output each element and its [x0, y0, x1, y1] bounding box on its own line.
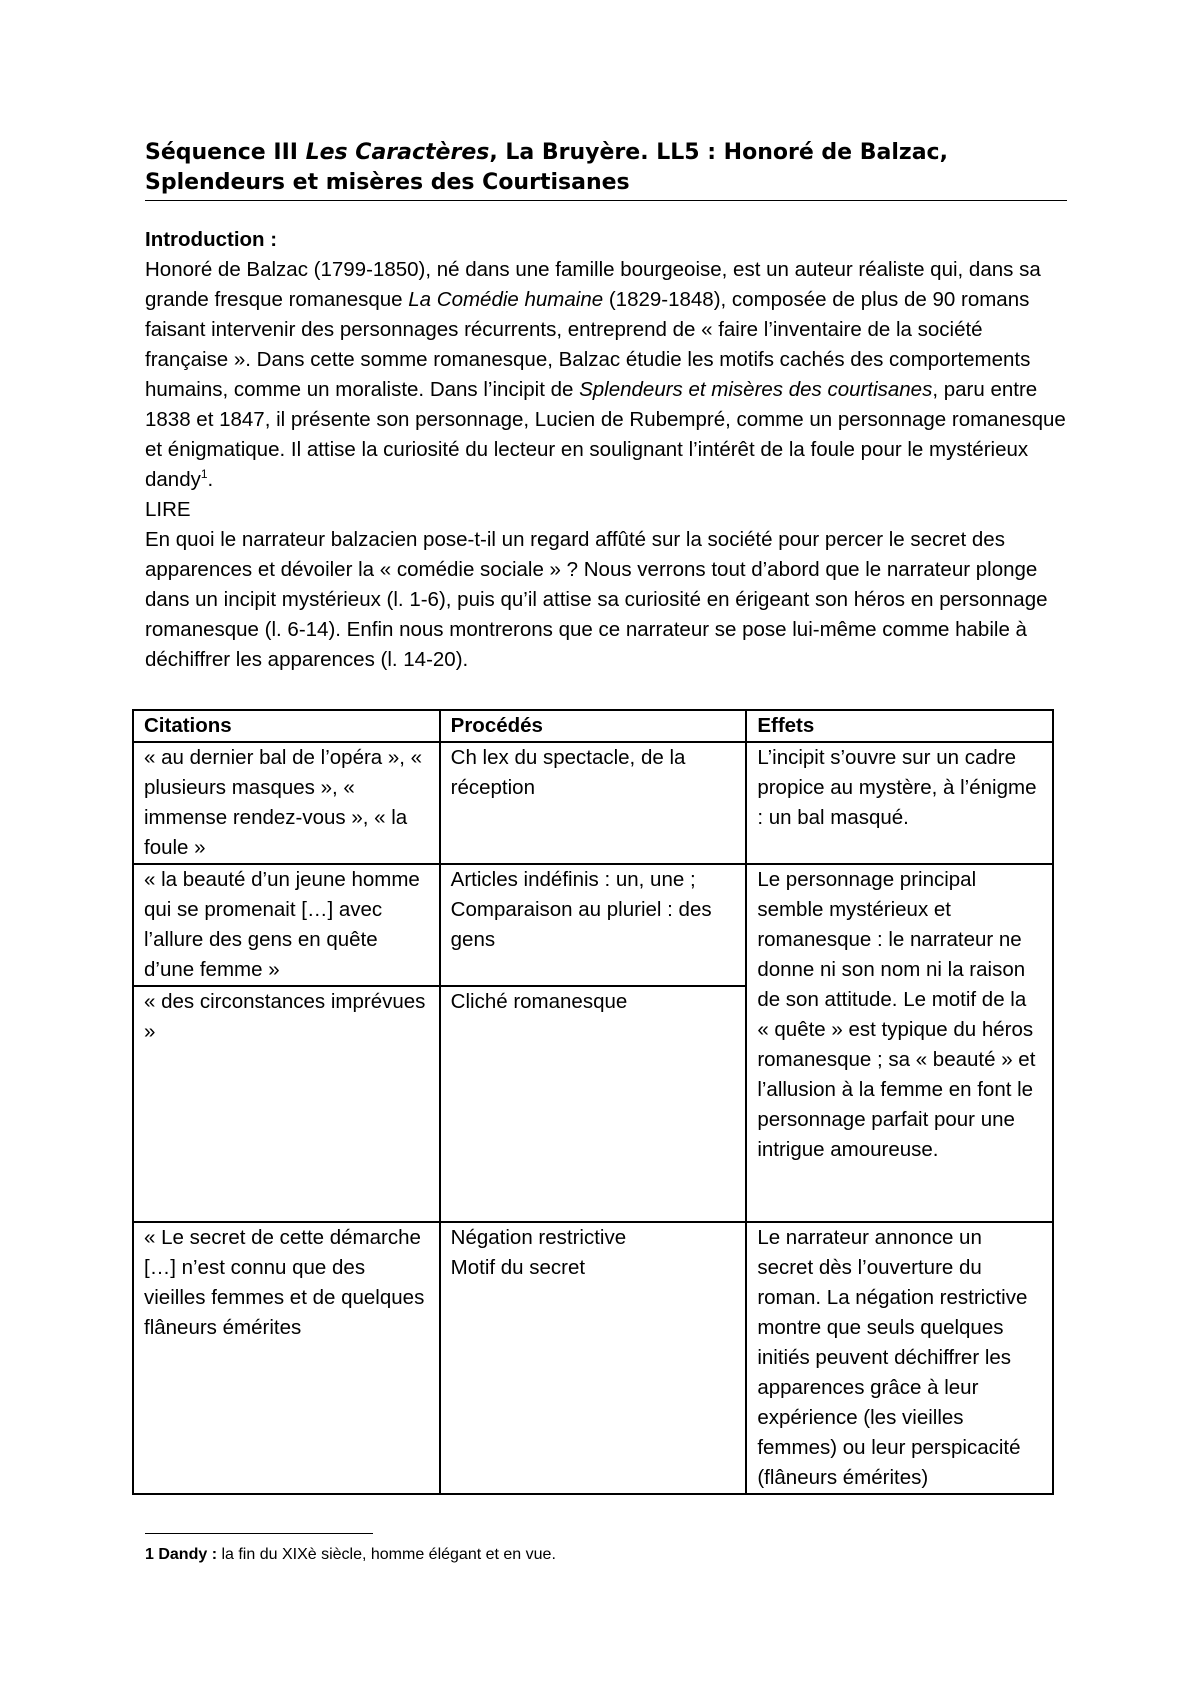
cell-procede: Cliché romanesque — [440, 986, 747, 1222]
cell-effet: Le personnage principal semble mystérieux et romanesque : le narrateur ne donne ni son nom ni la raison de son attitude. Le motif de la « quête » est typique du héros romanesque ; sa « beauté » et l’allusion à la femme en font le personnage parfait pour une intrigue amoureuse. — [746, 864, 1053, 1222]
table-row — [133, 1222, 1053, 1494]
title-part1: Séquence III — [145, 140, 306, 165]
problematique-paragraph: En quoi le narrateur balzacien pose-t-il un regard affûté sur la société pour percer le secret des apparences et dévoiler la « comédie sociale » ? Nous verrons tout d’abord que le narrateur plonge dans un incipit mystérieux (l. 1-6), puis qu’il attise sa curiosité en érigeant son héros en personnage romanesque (l. 6-14). Enfin nous montrerons que ce narrateur se pose lui-même comme habile à déchiffrer les apparences (l. 14-20). — [145, 528, 1048, 671]
cell-effet: Le narrateur annonce un secret dès l’ouverture du roman. La négation restrictive montre que seuls quelques initiés peuvent déchiffrer les apparences grâce à leur expérience (les vieilles femmes) ou leur perspicacité (flâneurs émérites) — [746, 1222, 1053, 1494]
intro-italic-splendeurs: Splendeurs et misères des courtisanes — [579, 378, 933, 401]
intro-heading: Introduction : — [145, 228, 278, 251]
cell-procede — [440, 1222, 747, 1494]
procede-line: Motif du secret — [450, 1256, 586, 1279]
page-title — [145, 138, 1067, 201]
intro-text-c: , paru entre 1838 et 1847, il présente son personnage, Lucien de Rubempré, comme un personnage romanesque et énigmatique. Il attise la curiosité du lecteur en soulignant l’intérêt de la foule pour le mystérieux dandy — [145, 378, 1066, 491]
cell-citation: « au dernier bal de l’opéra », « plusieurs masques », « immense rendez-vous », « la foule » — [133, 742, 440, 864]
footnote-text: la fin du XIXè siècle, homme élégant et en vue. — [217, 1546, 556, 1563]
cell-effet: L’incipit s’ouvre sur un cadre propice au mystère, à l’énigme : un bal masqué. — [746, 742, 1053, 864]
intro-paragraph — [145, 255, 1067, 495]
cell-citation: « des circonstances imprévues » — [133, 986, 440, 1222]
intro-text-end: . — [207, 468, 214, 491]
document-page — [145, 138, 1067, 675]
table-row — [133, 864, 1053, 986]
title-italic: Les Caractères — [305, 140, 490, 165]
cell-procede: Ch lex du spectacle, de la réception — [440, 742, 747, 864]
introduction-section — [145, 225, 1067, 675]
footnote — [145, 1544, 556, 1566]
cell-citation: « Le secret de cette démarche […] n’est connu que des vieilles femmes et de quelques flâneurs émérites — [133, 1222, 440, 1494]
footnote-reference: 1 — [200, 467, 208, 482]
cell-citation: « la beauté d’un jeune homme qui se promenait […] avec l’allure des gens en quête d’une femme » — [133, 864, 440, 986]
table-header-row — [133, 710, 1053, 742]
footnote-divider — [145, 1533, 373, 1534]
header-effets: Effets — [746, 710, 1053, 742]
cell-procede: Articles indéfinis : un, une ; Comparaison au pluriel : des gens — [440, 864, 747, 986]
intro-text-b: (1829-1848), composée de plus de 90 romans faisant intervenir des personnages récurrents, entreprend de « faire l’inventaire de la société française ». Dans cette somme romanesque, Balzac étudie les motifs cachés des comportements humains, comme un moraliste. Dans l’incipit de — [145, 288, 1031, 401]
footnote-label: 1 Dandy : — [145, 1546, 218, 1563]
lire-label: LIRE — [145, 498, 191, 521]
procede-line: Négation restrictive — [450, 1226, 627, 1249]
intro-italic-comedie: La Comédie humaine — [408, 288, 604, 311]
table-row — [133, 742, 1053, 864]
intro-text-a: Honoré de Balzac (1799-1850), né dans une famille bourgeoise, est un auteur réaliste qui, dans sa grande fresque romanesque — [145, 258, 1041, 311]
header-citations: Citations — [133, 710, 440, 742]
title-part2: , La Bruyère. LL5 : Honoré de Balzac, Splendeurs et misères des Courtisanes — [145, 140, 948, 195]
header-procedes: Procédés — [440, 710, 747, 742]
analysis-table — [132, 709, 1054, 1495]
